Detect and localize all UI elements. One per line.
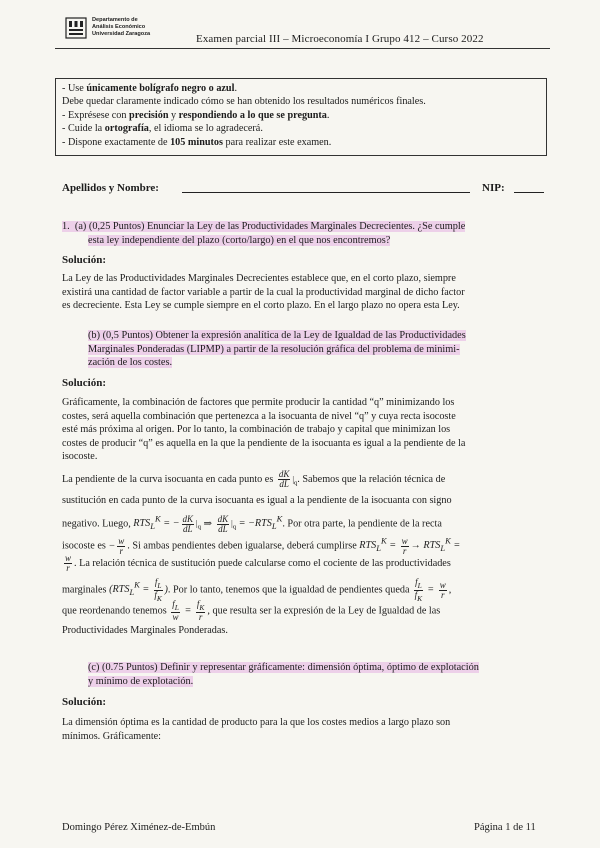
instruction-5: - Dispone exactamente de 105 minutos para realizar este examen. xyxy=(62,136,332,148)
header-divider xyxy=(55,48,550,49)
math-dk-dl: $\frac{dK}{dL}$ xyxy=(278,469,290,489)
solution-a-text: La Ley de las Productividades Marginales Decrecientes establece que, en el corto plazo, siempre existirá una cantidad de factor variable a partir de la cual la productividad marginal de dicho factor es decreciente. Esta Ley se cumple siempre en el corto plazo. En el largo plazo no opera esta Ley. xyxy=(62,273,465,311)
name-label: Apellidos y Nombre: xyxy=(62,182,159,194)
exam-title: Examen parcial III – Microeconomía I Grupo 412 – Curso 2022 xyxy=(196,33,484,45)
question-1c: (c) (0.75 Puntos) Definir y representar gráficamente: dimensión óptima, óptimo de explotación y mínimo de explotación. xyxy=(88,662,479,687)
instructions-box xyxy=(55,78,547,156)
instruction-2: Debe quedar claramente indicado cómo se han obtenido los resultados numéricos finales. xyxy=(62,96,426,108)
solution-a-label: Solución: xyxy=(62,254,107,266)
question-number: 1. xyxy=(62,221,70,232)
solution-b-text-2: La pendiente de la curva isocuanta en cada punto es $\frac{dK}{dL}$ $|_q$. Sabemos que la relación técnica de sustitución en cada punto de la curva isocuanta es igual a la pendiente de la isocuanta con signo negativo. Luego, $RTS_L^K$ = − $\frac{dK}{dL}$ $|_q$ ⇒ $\frac{dK}{dL}$ $|_q = -RTS_L^K$. Por otra parte, la pendiente de la recta isocoste es − $\frac{w}{r}$ . Si ambas pendientes deben igualarse, deberá cumplirse $RTS_L^K$ = $\frac{w}{r}$ → $RTS_L^K$ = $\frac{w}{r}$ . La relación técnica de sustitución puede calcularse como el cociente de las productividades marginales ($RTS_L^K$ = $\frac{f_L}{f_K}$ ). Por lo tanto, tenemos que la igualdad de pendientes queda $\frac{f_L}{f_K}$ = $\frac{w}{r}$ , que reordenando tenemos $\frac{f_L}{w}$ = $\frac{f_K}{r}$ , que resulta ser la expresión de la Ley de Igualdad de las Productividades Marginales Ponderadas. xyxy=(62,469,461,636)
name-field-row xyxy=(62,182,542,194)
question-1b: (b) (0,5 Puntos) Obtener la expresión analítica de la Ley de Igualdad de las Productividades Marginales Ponderadas (LIPMP) a partir de la resolución gráfica del problema de minimi- zación de los costes. xyxy=(88,330,466,368)
nip-label: NIP: xyxy=(482,182,505,194)
footer-page-number: Página 1 de 11 xyxy=(474,822,536,833)
footer-author: Domingo Pérez Ximénez-de-Embún xyxy=(62,822,216,833)
university-logo-icon xyxy=(64,15,88,41)
question-1a: 1. (a) (0,25 Puntos) Enunciar la Ley de las Productividades Marginales Decrecientes. ¿Se cumple esta ley independiente del plazo (corto/largo) en el que nos encontremos? xyxy=(62,221,466,246)
instruction-4: - Cuide la ortografía, el idioma se lo agradecerá. xyxy=(62,123,263,135)
instruction-3: - Exprésese con precisión y respondiendo a lo que se pregunta. xyxy=(62,109,330,121)
solution-b-text-1: Gráficamente, la combinación de factores que permite producir la cantidad “q” minimizando los costes, será aquella combinación que pertenezca a la isocuanta de nivel “q” y cuya recta isocoste esté más próxima al origen. Por lo tanto, la combinación de trabajo y capital que minimizan los costes de producir “q” es aquella en la que la pendiente de la isocuanta es igual a la pendiente de la isocoste. xyxy=(62,397,466,462)
nip-input-line[interactable] xyxy=(514,192,544,193)
instruction-1: - Use únicamente bolígrafo negro o azul. xyxy=(62,83,237,94)
name-input-line[interactable] xyxy=(182,192,470,193)
solution-c-label: Solución: xyxy=(62,696,107,708)
department-name: Departamento de Análisis Económico Universidad Zaragoza xyxy=(92,17,151,37)
solution-c-text: La dimensión óptima es la cantidad de producto para la que los costes medios a largo plazo son mínimos. Gráficamente: xyxy=(62,717,451,742)
solution-b-label: Solución: xyxy=(62,377,107,389)
